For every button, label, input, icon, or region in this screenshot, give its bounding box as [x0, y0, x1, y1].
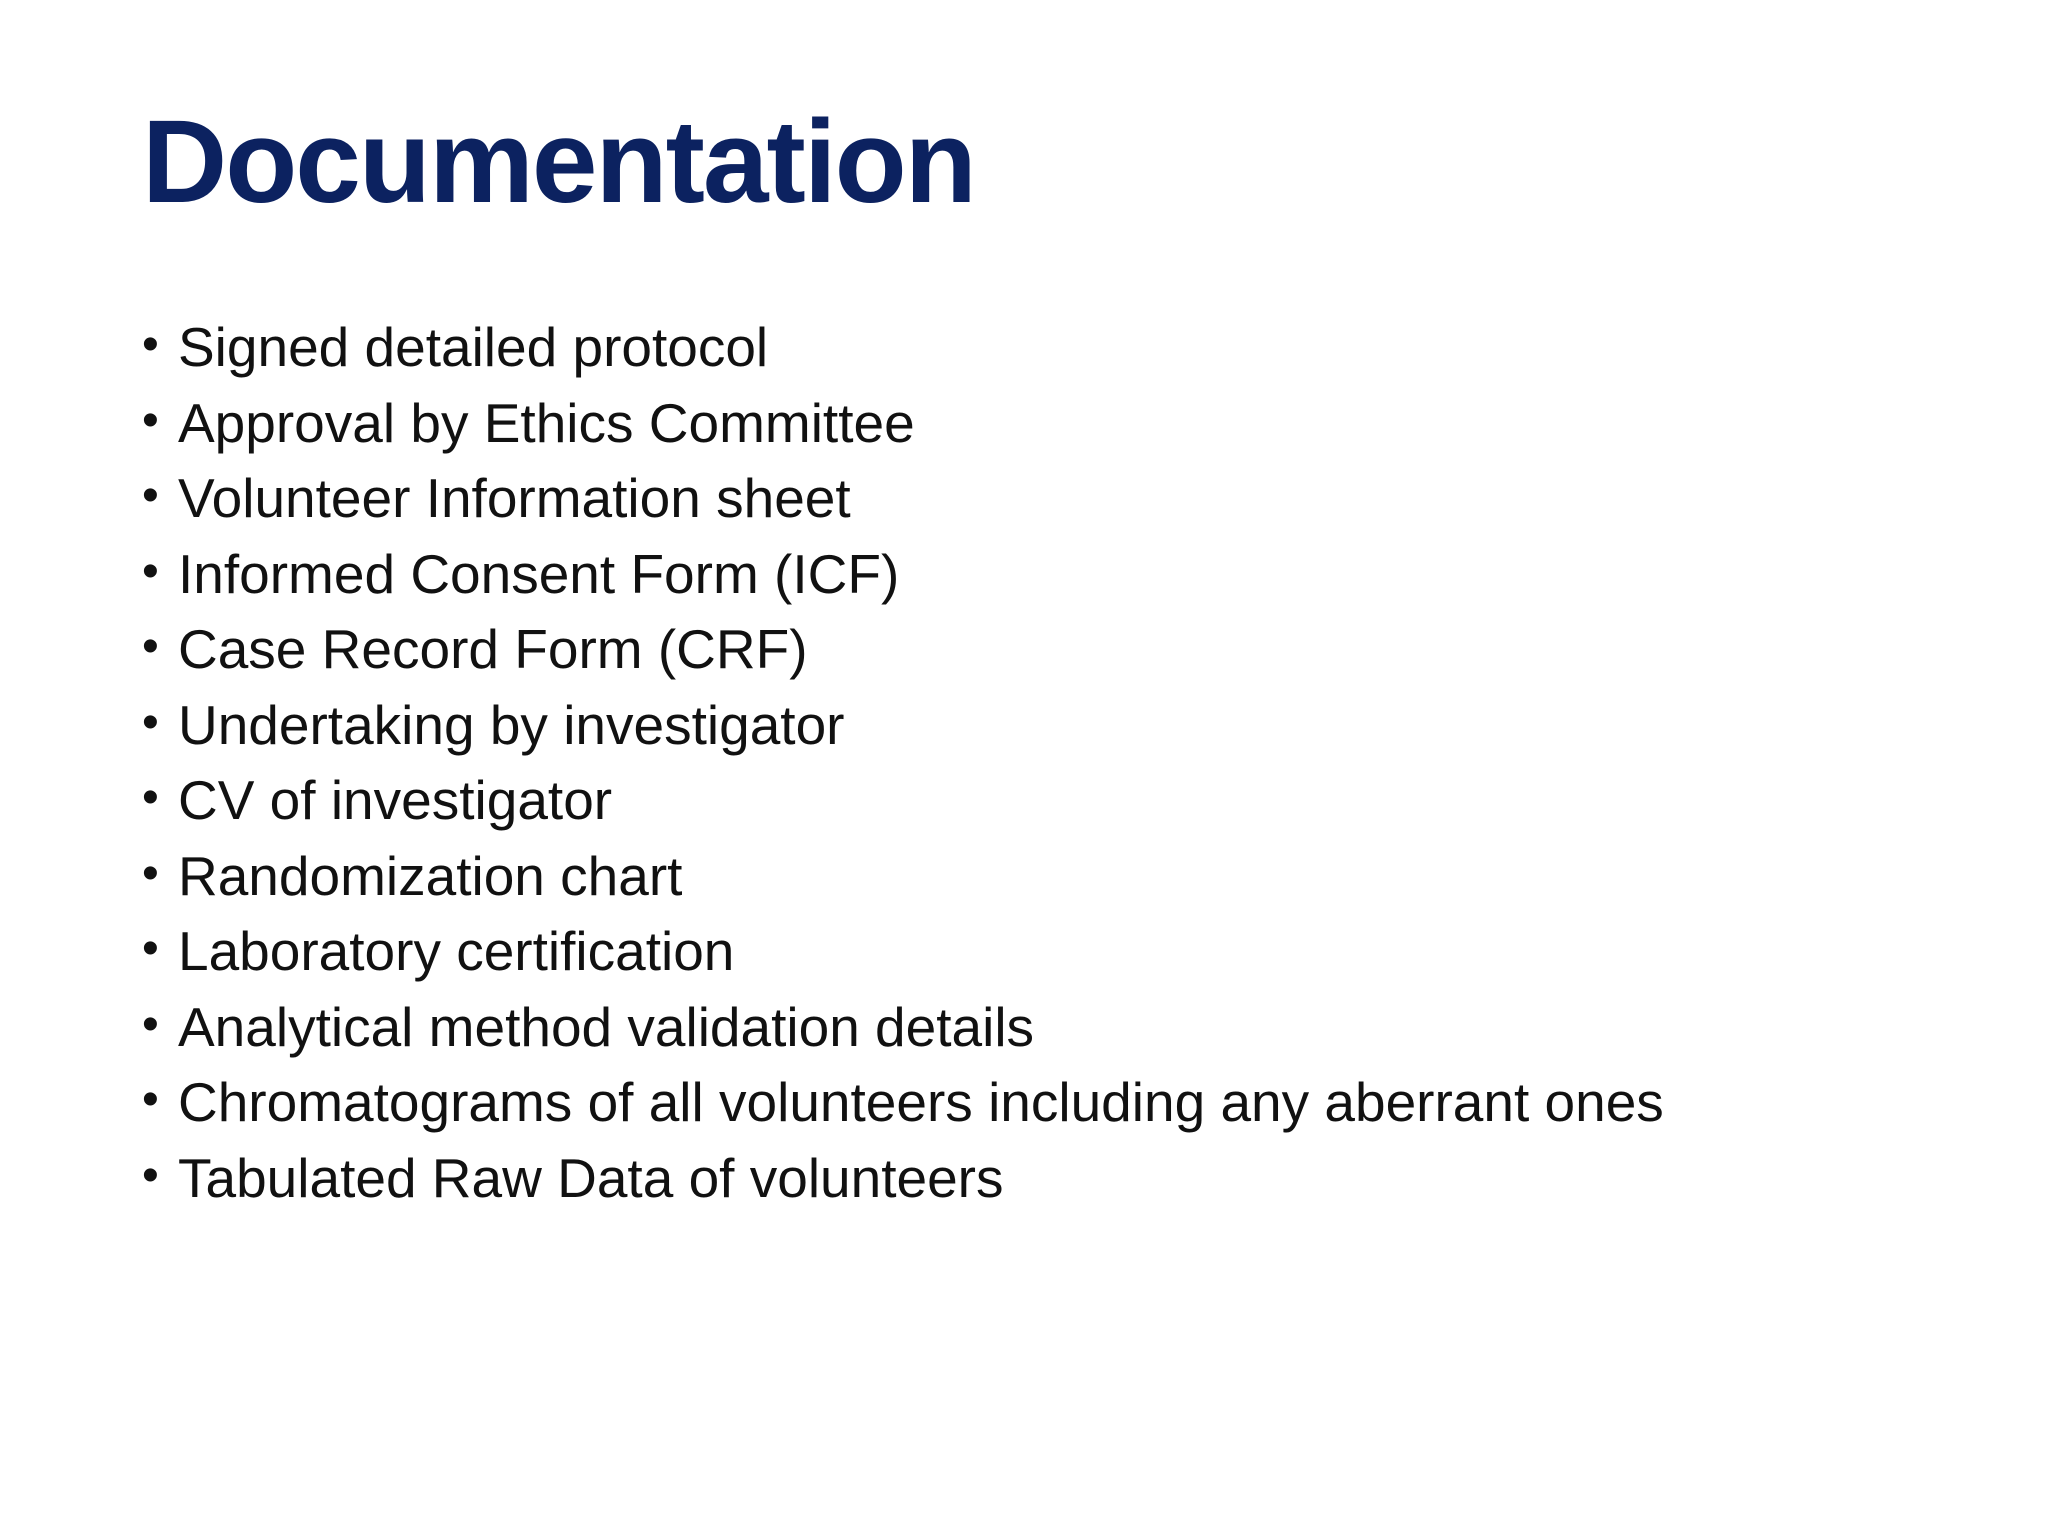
bullet-item — [142, 688, 1664, 764]
bullet-text: Tabulated Raw Data of volunteers — [178, 1146, 1004, 1209]
bullet-item — [142, 839, 1664, 915]
bullet-item — [142, 461, 1664, 537]
bullet-icon: • — [142, 1073, 159, 1126]
bullet-icon: • — [142, 620, 159, 673]
bullet-icon: • — [142, 922, 159, 975]
bullet-item — [142, 386, 1664, 462]
bullet-list — [142, 310, 1664, 1216]
bullet-text: Undertaking by investigator — [178, 693, 845, 756]
bullet-text: Signed detailed protocol — [178, 316, 769, 378]
bullet-icon: • — [142, 393, 159, 447]
bullet-item — [142, 763, 1664, 839]
bullet-text: Analytical method validation details — [178, 995, 1035, 1058]
bullet-item — [142, 914, 1664, 990]
bullet-item — [142, 1141, 1664, 1217]
bullet-icon: • — [142, 695, 159, 749]
slide-title: Documentation — [142, 96, 975, 228]
bullet-icon: • — [142, 997, 159, 1051]
bullet-icon: • — [142, 1148, 159, 1202]
bullet-text: CV of investigator — [178, 769, 613, 831]
bullet-item — [142, 990, 1664, 1066]
bullet-item — [142, 1065, 1664, 1141]
bullet-text: Approval by Ethics Committee — [178, 391, 915, 454]
bullet-icon: • — [142, 469, 159, 522]
bullet-text: Chromatograms of all volunteers including any aberrant ones — [178, 1071, 1664, 1133]
bullet-icon: • — [142, 544, 159, 598]
bullet-item — [142, 612, 1664, 688]
bullet-icon: • — [142, 846, 159, 900]
bullet-text: Case Record Form (CRF) — [178, 618, 808, 680]
bullet-text: Informed Consent Form (ICF) — [178, 542, 900, 605]
bullet-icon: • — [142, 318, 159, 371]
bullet-item — [142, 310, 1664, 386]
bullet-icon: • — [142, 771, 159, 824]
bullet-text: Volunteer Information sheet — [178, 467, 851, 529]
bullet-text: Randomization chart — [178, 844, 683, 907]
bullet-text: Laboratory certification — [178, 920, 735, 982]
bullet-item — [142, 537, 1664, 613]
